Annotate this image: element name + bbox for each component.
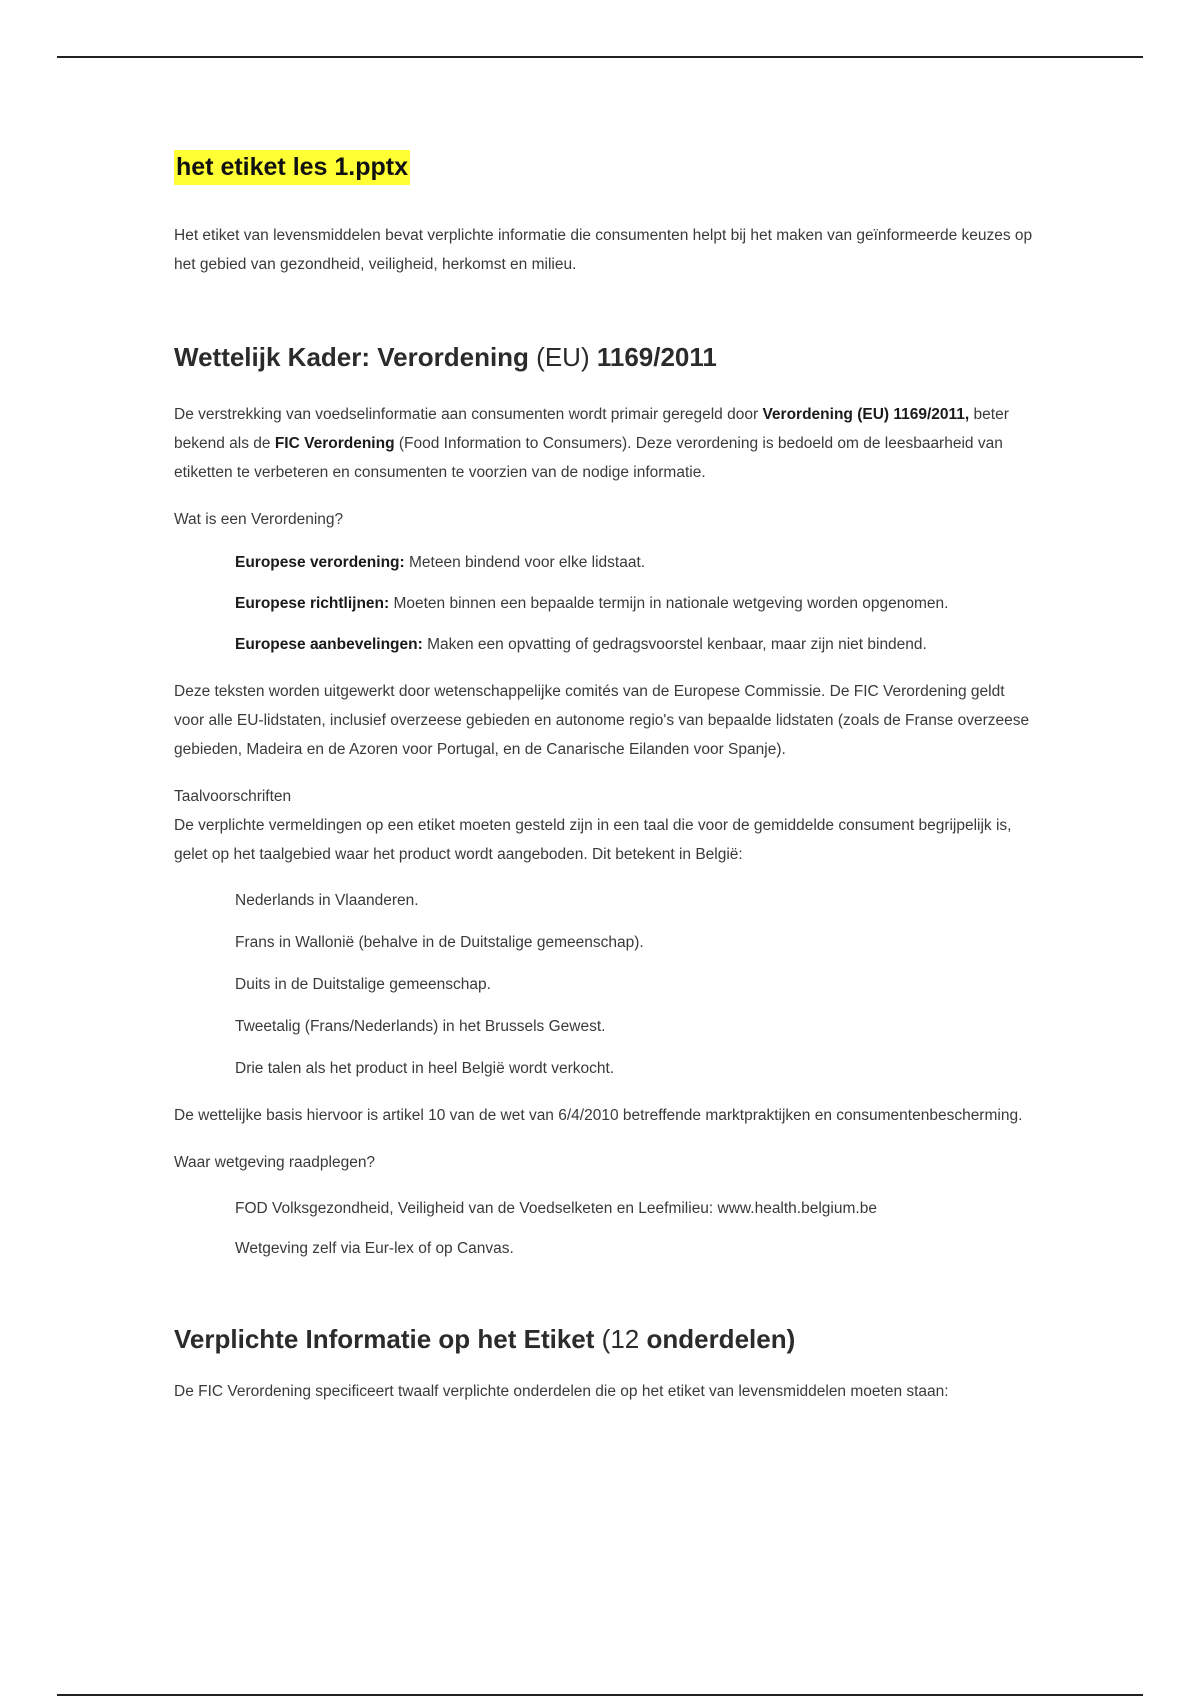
list-item: Frans in Wallonië (behalve in de Duitstalige gemeenschap).: [235, 934, 644, 951]
section1-heading-light: (EU): [536, 342, 590, 372]
wetgeving-question: Waar wetgeving raadplegen?: [174, 1154, 376, 1171]
definition-term: Europese richtlijnen:: [235, 595, 390, 612]
document-body: [174, 150, 1034, 1406]
bronnen-list: [174, 1194, 1034, 1263]
fic-text-a: De verstrekking van voedselinformatie aan consumenten wordt primair geregeld door: [174, 406, 763, 423]
fic-text-e: (Food Information to Consumers). Deze verordening is bedoeld om de leesbaarheid van etiketten te verbeteren en consumenten te voorzien van de nodige informatie.: [174, 435, 1003, 481]
taal-paragraph: De verplichte vermeldingen op een etiket moeten gesteld zijn in een taal die voor de gemiddelde consument begrijpelijk is, gelet op het taalgebied waar het product wordt aangeboden. Dit betekent in België:: [174, 817, 1012, 863]
verordening-question: Wat is een Verordening?: [174, 511, 344, 528]
list-item: Drie talen als het product in heel België wordt verkocht.: [235, 1060, 615, 1077]
definitions-list: [174, 548, 1034, 659]
comites-paragraph: Deze teksten worden uitgewerkt door wetenschappelijke comités van de Europese Commissie. De FIC Verordening geldt voor alle EU-lidstaten, inclusief overzeese gebieden en autonome regio's van bepaalde lidstaten (zoals de Franse overzeese gebieden, Madeira en de Azoren voor Portugal, en de Canarische Eilanden voor Spanje).: [174, 683, 1030, 758]
list-item: Wetgeving zelf via Eur-lex of op Canvas.: [235, 1240, 514, 1257]
definition-item: [235, 630, 1034, 659]
taal-label: Taalvoorschriften: [174, 788, 292, 805]
definition-text: Moeten binnen een bepaalde termijn in nationale wetgeving worden opgenomen.: [389, 595, 949, 612]
definition-term: Europese verordening:: [235, 554, 405, 571]
list-item: Duits in de Duitstalige gemeenschap.: [235, 976, 491, 993]
section2-heading: [174, 1321, 1034, 1357]
wet-paragraph: De wettelijke basis hiervoor is artikel 10 van de wet van 6/4/2010 betreffende marktpraktijken en consumentenbescherming.: [174, 1107, 1023, 1124]
top-rule: [57, 56, 1143, 58]
list-item: FOD Volksgezondheid, Veiligheid van de Voedselketen en Leefmilieu: www.health.belgium.be: [235, 1200, 877, 1217]
fic-text-b: Verordening (EU) 1169/2011,: [762, 406, 970, 423]
section1-heading: [174, 339, 1034, 375]
section1-heading-main: Wettelijk Kader: Verordening: [174, 342, 537, 372]
definition-item: [235, 589, 1034, 618]
section2-heading-end: onderdelen): [639, 1324, 796, 1354]
bottom-rule: [57, 1694, 1143, 1696]
fic-text-d: FIC Verordening: [274, 435, 395, 452]
definition-term: Europese aanbevelingen:: [235, 636, 423, 653]
section2-heading-main: Verplichte Informatie op het Etiket: [174, 1324, 602, 1354]
fic-paragraph: [174, 400, 1034, 487]
list-item: Tweetalig (Frans/Nederlands) in het Brussels Gewest.: [235, 1018, 606, 1035]
fic-text-c: beter bekend als de: [174, 406, 1009, 452]
definition-text: Maken een opvatting of gedragsvoorstel kenbaar, maar zijn niet bindend.: [422, 636, 927, 653]
list-item: Nederlands in Vlaanderen.: [235, 892, 419, 909]
doc-title: het etiket les 1.pptx: [174, 150, 410, 185]
definition-item: [235, 548, 1034, 577]
section1-heading-end: 1169/2011: [589, 342, 717, 372]
definition-text: Meteen bindend voor elke lidstaat.: [404, 554, 646, 571]
section2-heading-light: (12: [601, 1324, 640, 1354]
intro-paragraph: Het etiket van levensmiddelen bevat verplichte informatie die consumenten helpt bij het maken van geïnformeerde keuzes op het gebied van gezondheid, veiligheid, herkomst en milieu.: [174, 227, 1033, 273]
section2-paragraph: De FIC Verordening specificeert twaalf verplichte onderdelen die op het etiket van levensmiddelen moeten staan:: [174, 1383, 949, 1400]
talen-list: [174, 886, 1034, 1083]
